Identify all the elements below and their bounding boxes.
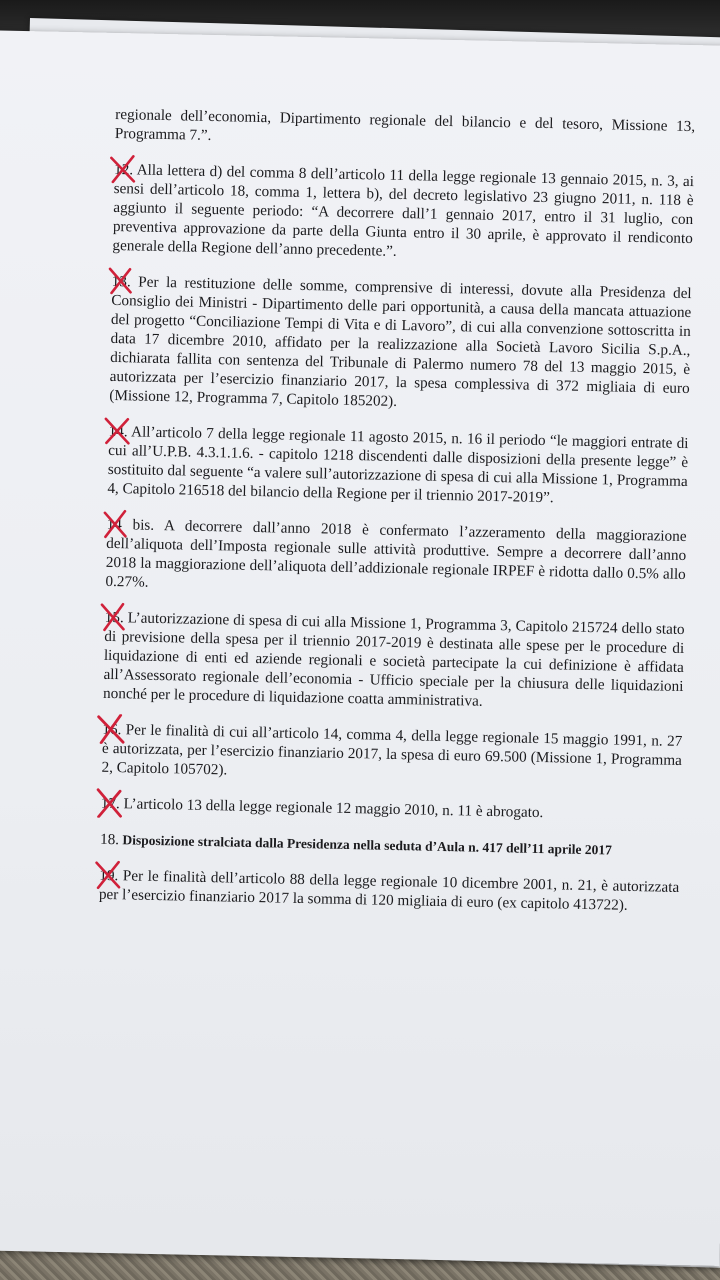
paragraph-text: regionale dell’economia, Dipartimento regionale del bilancio e del tesoro, Missione 13, Programma 7.”. bbox=[114, 105, 696, 144]
paragraph-text: L’articolo 13 della legge regionale 12 maggio 2010, n. 11 è abrogato. bbox=[119, 795, 544, 822]
paragraph-15 bbox=[103, 608, 685, 715]
document-page bbox=[0, 30, 720, 1266]
paragraph-number: 13. bbox=[112, 272, 131, 291]
paragraph-19 bbox=[99, 866, 680, 916]
paragraph-text: Disposizione stralciata dalla Presidenza nella seduta d’Aula n. 417 dell’11 aprile 2017 bbox=[118, 832, 612, 858]
paragraph-number: 14. bbox=[108, 422, 127, 441]
paragraph-17 bbox=[101, 794, 681, 825]
paragraph-number: 16. bbox=[102, 720, 121, 739]
document-body bbox=[98, 105, 695, 933]
paragraph-text: Per la restituzione delle somme, comprensive di interessi, dovute alla Presidenza del Consiglio dei Ministri - Dipartimento delle pari opportunità, a causa della mancata attuazione del progetto “Conciliazione Tempi di Vita e di Lavoro”, di cui alla convenzione sottoscritta in data 17 dicembre 2010, affidato per la realizzazione alla Società Lavoro Sicilia S.p.A., dichiarata fallita con sentenza del Tribunale di Palermo numero 78 del 13 maggio 2015, è autorizzata per l’esercizio finanziario 2017, la spesa complessiva di 372 migliaia di euro (Missione 12, Programma 7, Capitolo 185202). bbox=[109, 273, 692, 410]
paragraph-number: 18. bbox=[99, 830, 120, 849]
paragraph-12 bbox=[112, 160, 694, 267]
paragraph-14 bbox=[107, 422, 688, 510]
paragraph-number: 14 bbox=[106, 515, 122, 534]
paragraph-text: L’autorizzazione di spesa di cui alla Missione 1, Programma 3, Capitolo 215724 dello stato di previsione della spesa per il triennio 2017-2019 è destinata alle spese per le procedure di liquidazione di enti ed aziende regionali e società partecipate la cui definizione è affidata all’Assessorato regionale dell’economia - Ufficio speciale per la chiusura delle liquidazioni nonché per le procedure di liquidazione coatta amministrativa. bbox=[102, 609, 685, 710]
paragraph-14-bis bbox=[105, 515, 686, 603]
paragraph-text: bis. A decorrere dall’anno 2018 è confermato l’azzeramento della maggiorazione dell’aliquota dell’Imposta regionale sulle attività produttive. Sempre a decorrere dall’anno 2018 la maggiorazione dell’aliquota dell’addizionale regionale IRPEF è ridotta dallo 0.5% allo 0.27%. bbox=[105, 516, 687, 591]
paragraph-13 bbox=[109, 272, 692, 417]
paragraph-18 bbox=[100, 830, 680, 861]
paragraph-number: 12. bbox=[114, 160, 133, 179]
paragraph-number: 17. bbox=[101, 794, 120, 813]
paragraph-text: Per le finalità di cui all’articolo 14, comma 4, della legge regionale 15 maggio 1991, n. 27 è autorizzata, per l’esercizio finanziario 2017, la spesa di euro 69.500 (Missione 1, Programma 2, Capitolo 105702). bbox=[101, 721, 683, 779]
paragraph-text: Per le finalità dell’articolo 88 della legge regionale 10 dicembre 2001, n. 21, è autorizzata per l’esercizio finanziario 2017 la somma di 120 migliaia di euro (ex capitolo 413722). bbox=[98, 867, 680, 914]
paragraph-number: 15. bbox=[105, 608, 124, 627]
paragraph-text: Alla lettera d) del comma 8 dell’articolo 11 della legge regionale 13 gennaio 2015, n. 3, ai sensi dell’articolo 18, comma 1, lettera b), del decreto legislativo 23 giugno 2011, n. 118 è aggiunto il seguente periodo: “A decorrere dall’1 gennaio 2017, entro il 31 luglio, con preventiva approvazione da parte della Giunta entro il 30 aprile, è approvato il rendiconto generale della Regione dell’anno precedente.”. bbox=[112, 161, 695, 260]
paragraph-number: 19. bbox=[99, 866, 118, 885]
paragraph-continuation bbox=[115, 105, 696, 155]
paragraph-16 bbox=[101, 720, 682, 789]
paragraph-text: All’articolo 7 della legge regionale 11 agosto 2015, n. 16 il periodo “le maggiori entrate di cui all’U.P.B. 4.3.1.1.6. - capitolo 1218 discendenti dalle disposizioni della presente legge” è sostituito dal seguente “a valere sull’autorizzazione di spesa di cui alla Missione 1, Programma 4, Capitolo 216518 del bilancio della Regione per il triennio 2017-2019”. bbox=[107, 423, 689, 507]
